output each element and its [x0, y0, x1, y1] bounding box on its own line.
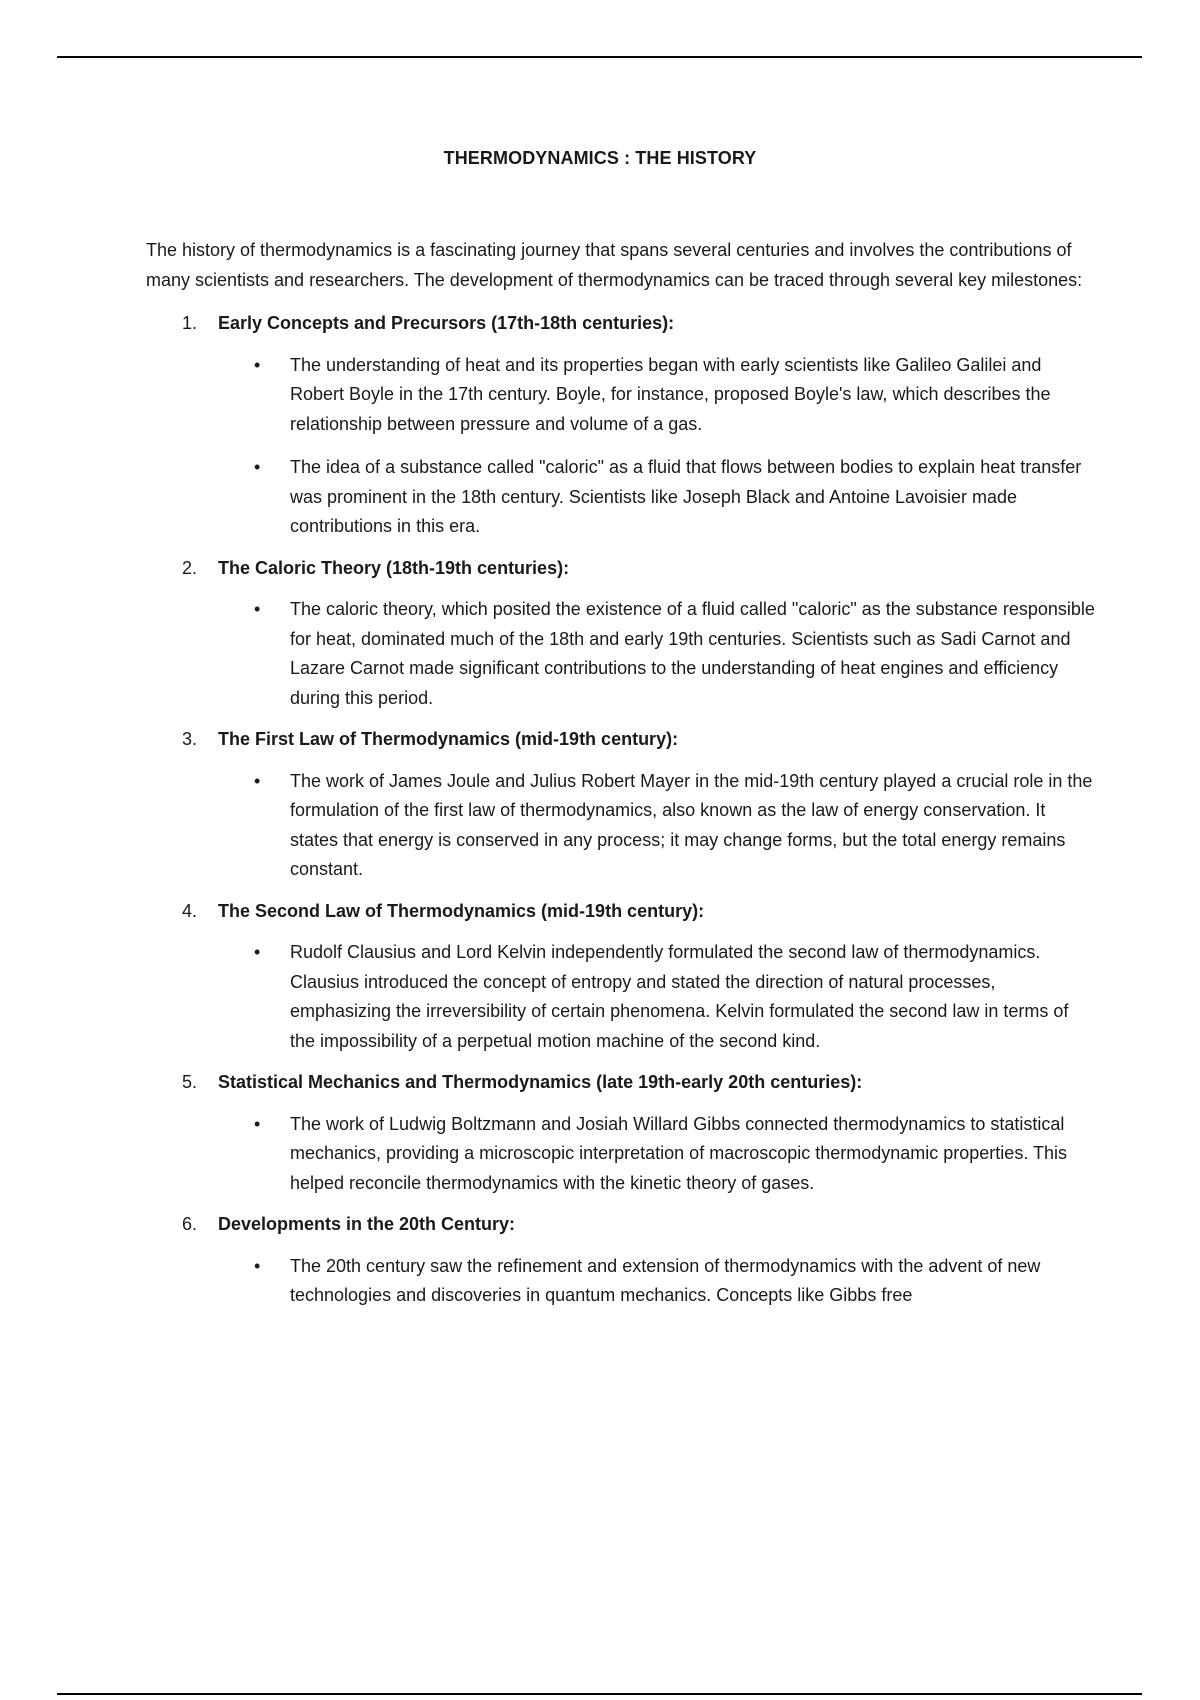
milestone-title: The First Law of Thermodynamics (mid-19th century): [218, 729, 679, 749]
milestone-number: 5. [182, 1072, 198, 1092]
bullet-icon: • [254, 770, 261, 791]
bullet-text: The work of Ludwig Boltzmann and Josiah Willard Gibbs connected thermodynamics to statistical mechanics, providing a microscopic interpretation of macroscopic thermodynamic properties. This helped reconcile thermodynamics with the kinetic theory of gases. [290, 1113, 1067, 1193]
bullet-point [146, 767, 1096, 885]
milestone-heading [146, 897, 1096, 927]
milestone-item [146, 897, 1096, 1057]
milestone-heading [146, 1068, 1096, 1098]
intro-paragraph: The history of thermodynamics is a fascinating journey that spans several centuries and involves the contributions of many scientists and researchers. The development of thermodynamics can be traced through several key milestones: [146, 240, 1083, 290]
milestone-item [146, 554, 1096, 714]
bullet-text: The work of James Joule and Julius Robert Mayer in the mid-19th century played a crucial role in the formulation of the first law of thermodynamics, also known as the law of energy conservation. It states that energy is conserved in any process; it may change forms, but the total energy remains constant. [290, 770, 1093, 879]
bullet-text: Rudolf Clausius and Lord Kelvin independently formulated the second law of thermodynamics. Clausius introduced the concept of entropy and stated the direction of natural processes, emphasizing the irreversibility of certain phenomena. Kelvin formulated the second law in terms of the impossibility of a perpetual motion machine of the second kind. [290, 942, 1069, 1051]
milestone-item [146, 725, 1096, 885]
document-body [146, 236, 1096, 1323]
bullet-text: The understanding of heat and its properties began with early scientists like Galileo Galilei and Robert Boyle in the 17th century. Boyle, for instance, proposed Boyle's law, which describes the relationship between pressure and volume of a gas. [290, 354, 1051, 434]
header-rule [57, 56, 1142, 58]
bullet-icon: • [254, 1255, 261, 1276]
milestone-points [146, 767, 1096, 885]
milestone-number: 2. [182, 557, 198, 578]
document-title: THERMODYNAMICS : THE HISTORY [443, 148, 757, 168]
milestone-title: Developments in the 20th Century: [218, 1214, 516, 1234]
milestone-heading [146, 1210, 1096, 1240]
milestone-list [146, 309, 1096, 1311]
milestone-points [146, 1110, 1096, 1199]
milestone-points [146, 938, 1096, 1056]
milestone-number: 6. [182, 1214, 198, 1234]
milestone-number: 4. [182, 900, 198, 921]
bullet-point [146, 1110, 1096, 1199]
milestone-heading [146, 309, 1096, 339]
bullet-point [146, 453, 1096, 542]
bullet-text: The 20th century saw the refinement and extension of thermodynamics with the advent of new technologies and discoveries in quantum mechanics. Concepts like Gibbs free [290, 1255, 1041, 1305]
milestone-number: 3. [182, 729, 198, 749]
milestone-heading [146, 725, 1096, 755]
bullet-point [146, 1252, 1096, 1311]
bullet-icon: • [254, 599, 261, 619]
milestone-points [146, 351, 1096, 542]
milestone-heading [146, 554, 1096, 584]
footer-rule [57, 1693, 1142, 1695]
milestone-item [146, 1210, 1096, 1311]
milestone-title: Statistical Mechanics and Thermodynamics (late 19th-early 20th centuries): [218, 1072, 863, 1092]
bullet-text: The caloric theory, which posited the existence of a fluid called "caloric" as the substance responsible for heat, dominated much of the 18th and early 19th centuries. Scientists such as Sadi Carnot and Lazare Carnot made significant contributions to the understanding of heat engines and efficiency during this period. [290, 599, 1095, 708]
milestone-points [146, 1252, 1096, 1311]
bullet-icon: • [254, 1113, 261, 1134]
milestone-title: The Second Law of Thermodynamics (mid-19th century): [218, 900, 705, 921]
milestone-number: 1. [182, 313, 198, 333]
milestone-item [146, 1068, 1096, 1198]
bullet-icon: • [254, 354, 261, 375]
milestone-item [146, 309, 1096, 542]
bullet-icon: • [254, 457, 261, 477]
milestone-title: The Caloric Theory (18th-19th centuries): [218, 557, 570, 578]
bullet-point [146, 351, 1096, 440]
milestone-points [146, 595, 1096, 713]
bullet-point [146, 938, 1096, 1056]
milestone-title: Early Concepts and Precursors (17th-18th centuries): [218, 313, 675, 333]
bullet-text: The idea of a substance called "caloric" as a fluid that flows between bodies to explain heat transfer was prominent in the 18th century. Scientists like Joseph Black and Antoine Lavoisier made contributions in this era. [290, 457, 1082, 536]
bullet-icon: • [254, 942, 261, 962]
bullet-point [146, 595, 1096, 713]
